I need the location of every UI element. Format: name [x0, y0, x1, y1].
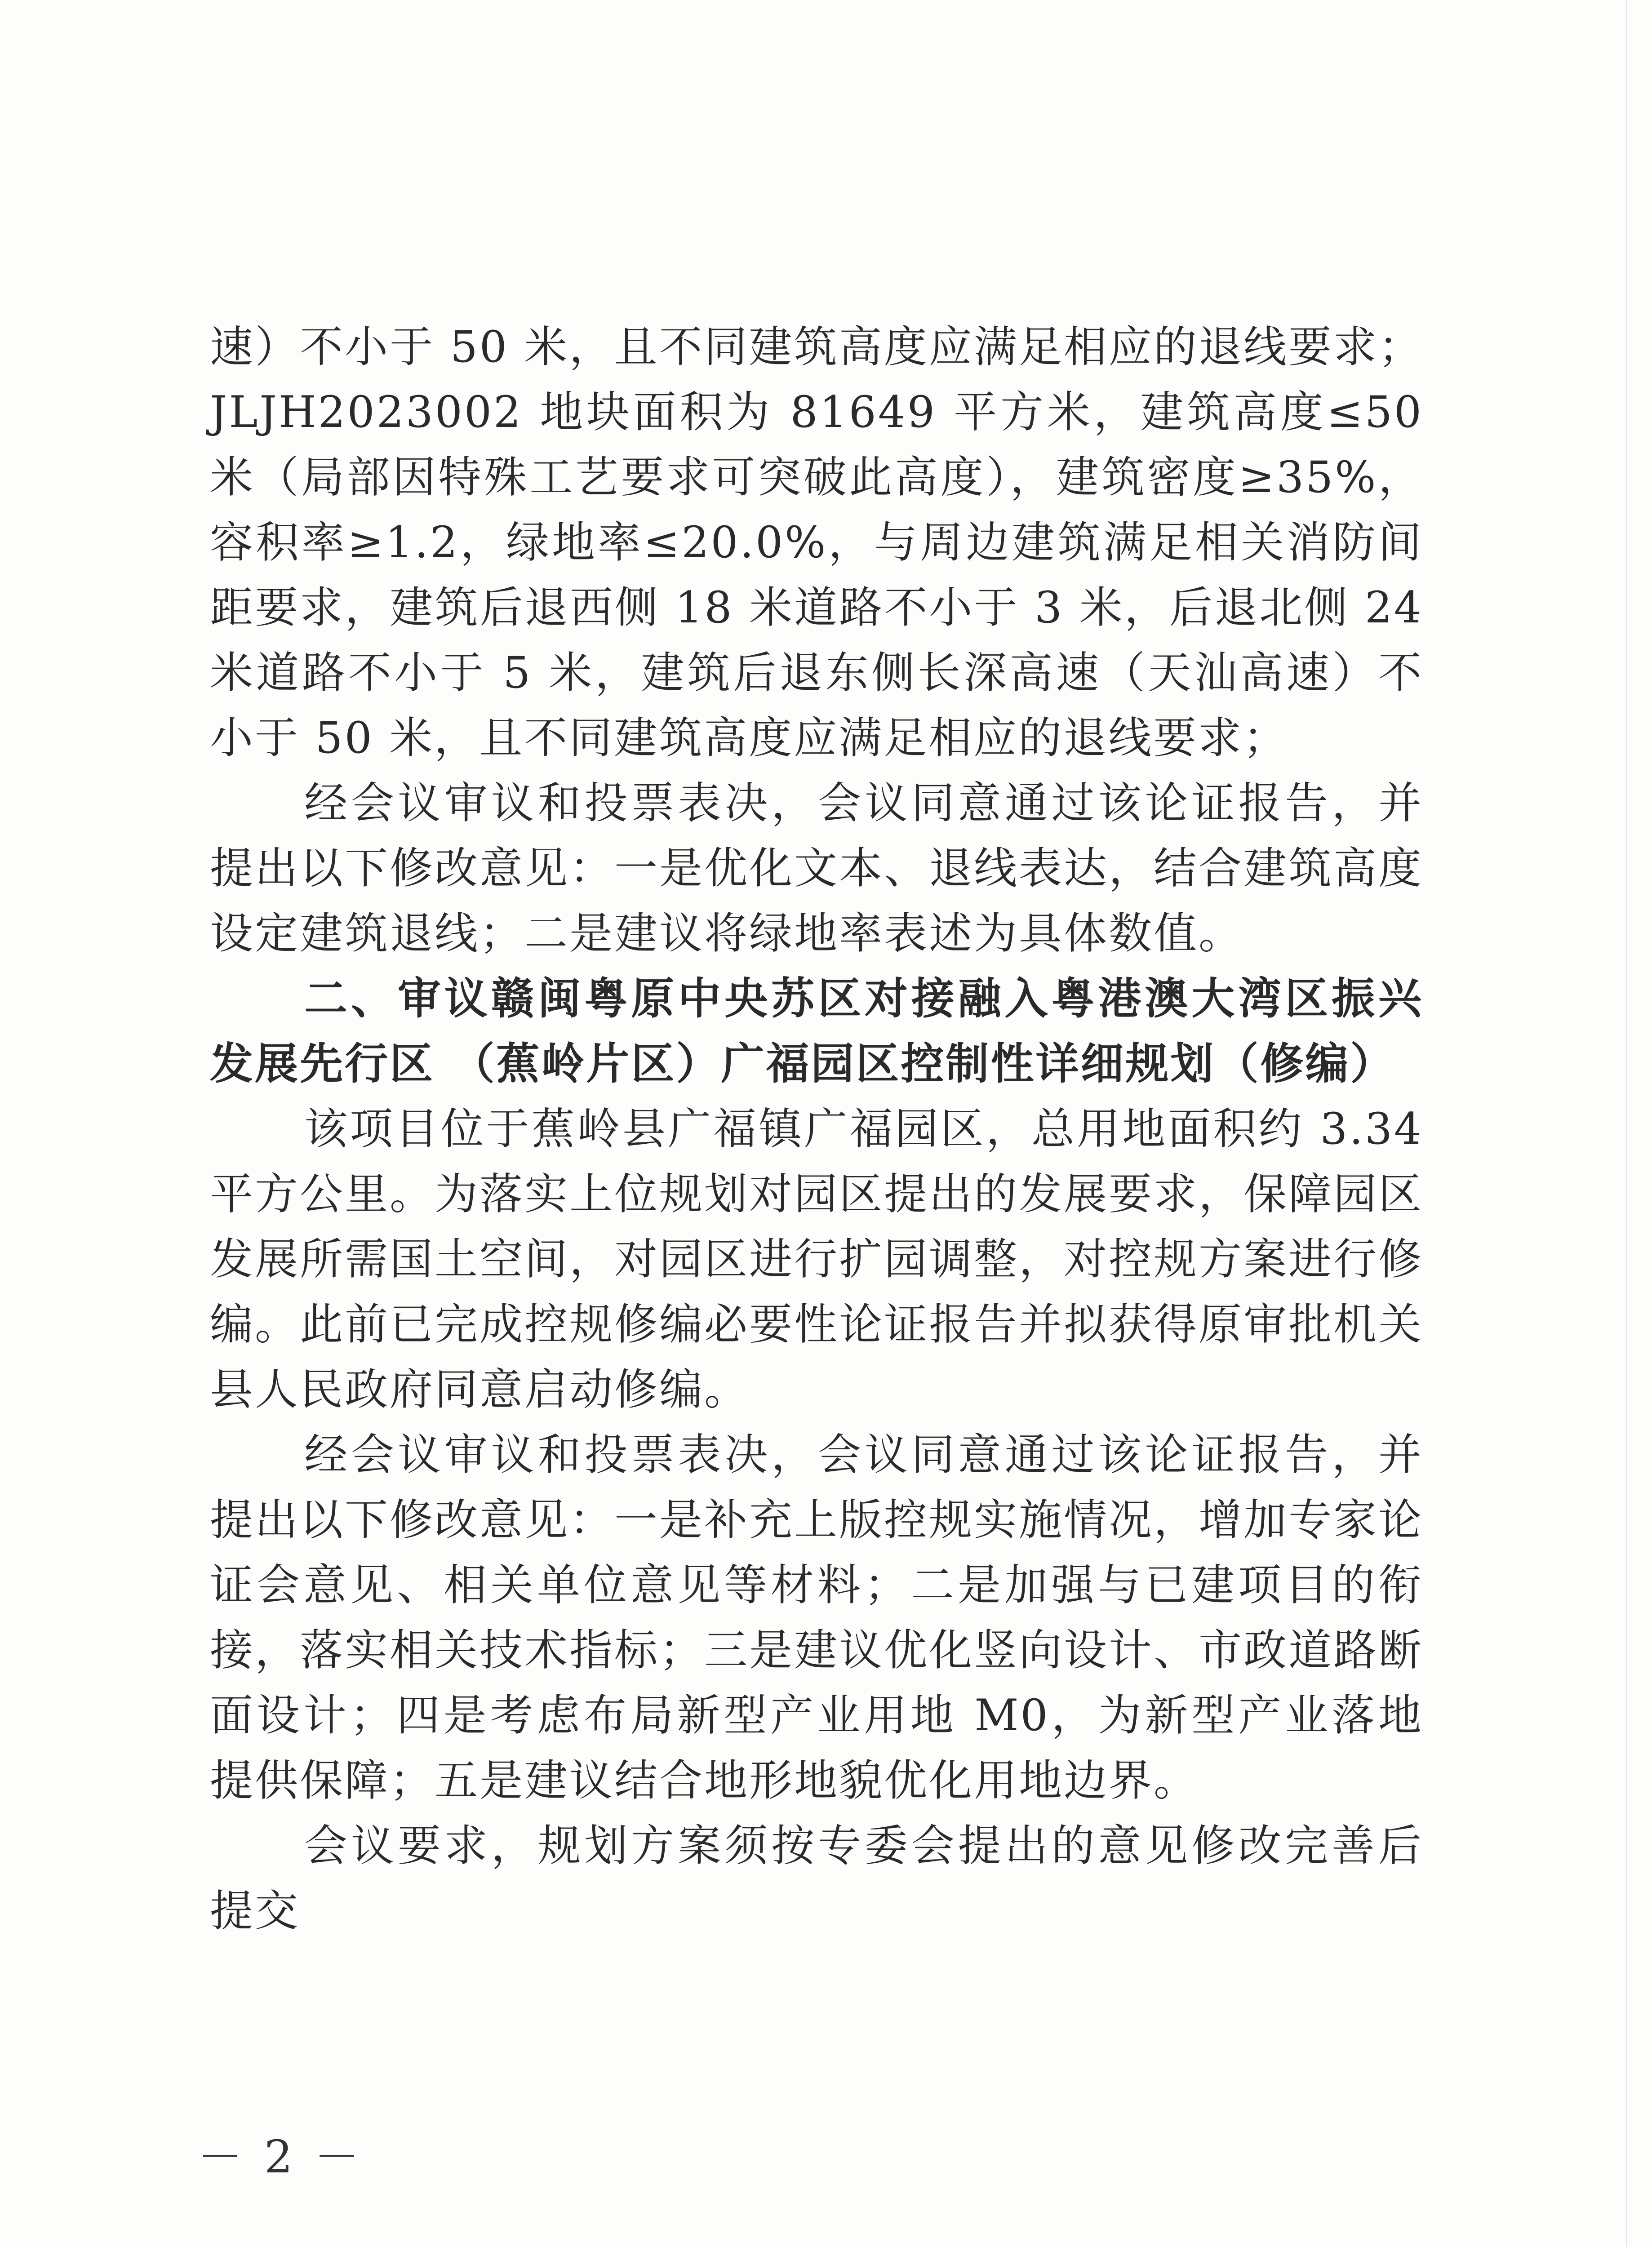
page-number: － 2 － — [198, 2131, 363, 2183]
paragraph-review-opinion-2: 经会议审议和投票表决，会议同意通过该论证报告，并提出以下修改意见：一是补充上版控规实施情况，增加专家论证会意见、相关单位意见等材料；二是加强与已建项目的衔接，落实相关技术指标；三是建议优化竖向设计、市政道路断面设计；四是考虑布局新型产业用地 M0，为新型产业落地提供保障；五是建议结合地形地貌优化用地边界。 — [210, 1430, 1423, 1806]
page-edge-shadow — [1626, 0, 1627, 2247]
paragraph-project-location: 该项目位于蕉岭县广福镇广福园区，总用地面积约 3.34 平方公里。为落实上位规划对园区提出的发展要求，保障园区发展所需国土空间，对园区进行扩园调整，对控规方案进行修编。此前已完成控规修编必要性论证报告并拟获得原审批机关县人民政府同意启动修编。 — [210, 1104, 1423, 1415]
document-body — [210, 315, 1423, 1944]
paragraph-setback-requirements: 速）不小于 50 米，且不同建筑高度应满足相应的退线要求；JLJH2023002 地块面积为 81649 平方米，建筑高度≤50 米（局部因特殊工艺要求可突破此高度），建筑密度≥35%，容积率≥1.2，绿地率≤20.0%，与周边建筑满足相关消防间距要求，建筑后退西侧 18 米道路不小于 3 米，后退北侧 24 米道路不小于 5 米，建筑后退东侧长深高速（天汕高速）不小于 50 米，且不同建筑高度应满足相应的退线要求； — [210, 322, 1423, 763]
paragraph-meeting-requirement: 会议要求，规划方案须按专委会提出的意见修改完善后提交 — [210, 1821, 1423, 1936]
paragraph-review-opinion-1: 经会议审议和投票表决，会议同意通过该论证报告，并提出以下修改意见：一是优化文本、退线表达，结合建筑高度设定建筑退线；二是建议将绿地率表述为具体数值。 — [210, 778, 1423, 959]
section-heading-2: 二、审议赣闽粤原中央苏区对接融入粤港澳大湾区振兴发展先行区 （蕉岭片区）广福园区控制性详细规划（修编） — [210, 973, 1423, 1089]
